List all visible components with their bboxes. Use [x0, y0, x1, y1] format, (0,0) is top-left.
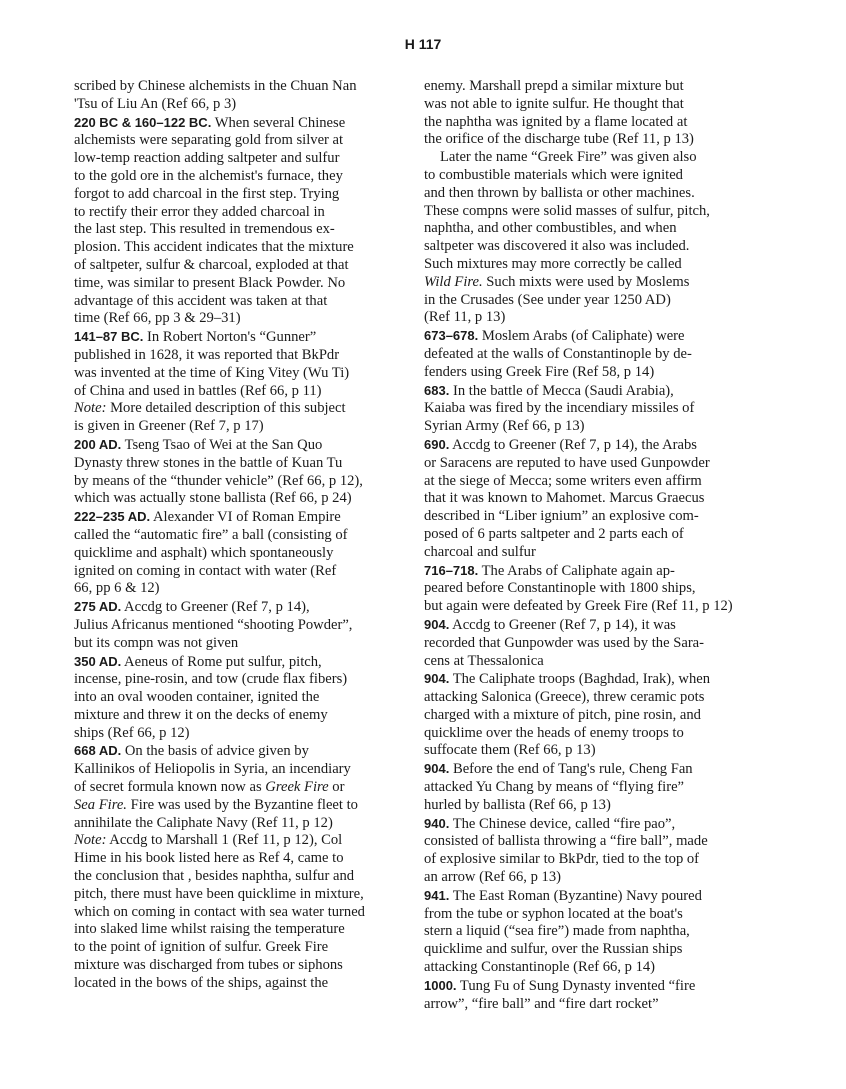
line-text: forgot to add charcoal in the first step. Trying — [74, 185, 340, 202]
line-text: fenders using Greek Fire (Ref 58, p 14) — [424, 363, 655, 380]
line-text: Tung Fu of Sung Dynasty invented “fire — [456, 977, 696, 994]
line-text: Kaiaba was fired by the incendiary missiles of — [424, 400, 695, 417]
text-line — [74, 761, 414, 779]
text-line — [74, 545, 414, 563]
text-line — [424, 941, 770, 959]
italic-term: Wild Fire. — [424, 273, 483, 290]
line-text: In the battle of Mecca (Saudi Arabia), — [449, 382, 674, 399]
line-text: of saltpeter, sulfur & charcoal, exploded at that — [74, 256, 349, 273]
text-line — [424, 689, 770, 707]
text-line — [74, 221, 414, 239]
line-text: which was actually stone ballista (Ref 66, p 24) — [74, 490, 352, 507]
line-text: of China and used in battles (Ref 66, p 11) — [74, 382, 322, 399]
line-text: enemy. Marshall prepd a similar mixture but — [424, 78, 684, 94]
line-text: was not able to ignite sulfur. He thought that — [424, 95, 684, 112]
text-line — [74, 886, 414, 904]
entry-date-heading: 222–235 AD. — [74, 509, 151, 525]
entry-date-heading: 941. — [424, 887, 450, 903]
text-line — [424, 977, 770, 996]
text-line — [74, 671, 414, 689]
line-text: mixture was discharged from tubes or siphons — [74, 957, 343, 974]
text-line — [424, 526, 770, 544]
line-text: to combustible materials which were ignited — [424, 166, 683, 183]
line-text: quicklime and asphalt) which spontaneously — [74, 544, 334, 561]
text-line — [74, 204, 414, 222]
line-text: defeated at the walls of Constantinople by de- — [424, 345, 692, 362]
line-text: attacked Yu Chang by means of “flying fire” — [424, 779, 685, 796]
line-text: the naphtha was ignited by a flame located at — [424, 113, 688, 130]
line-text: 66, pp 6 & 12) — [74, 580, 160, 597]
text-line — [424, 670, 770, 689]
line-text: quicklime over the heads of enemy troops to — [424, 724, 684, 741]
text-line — [74, 725, 414, 743]
text-line — [74, 617, 414, 635]
text-line — [74, 275, 414, 293]
text-line — [74, 939, 414, 957]
line-text: attacking Salonica (Greece), threw ceramic pots — [424, 689, 705, 706]
text-line — [424, 815, 770, 834]
text-line — [424, 887, 770, 906]
line-text: peared before Constantinople with 1800 ships, — [424, 580, 696, 597]
line-text: charcoal and sulfur — [424, 543, 536, 560]
line-text: Accdg to Greener (Ref 7, p 14), — [121, 599, 310, 616]
line-text: Syrian Army (Ref 66, p 13) — [424, 418, 585, 435]
line-text: the conclusion that , besides naphtha, sulfur and — [74, 868, 355, 885]
text-line — [424, 725, 770, 743]
line-text: to rectify their error they added charcoal in — [74, 203, 325, 220]
text-line — [74, 400, 414, 418]
line-text: Aeneus of Rome put sulfur, pitch, — [121, 653, 322, 670]
entry-date-heading: 141–87 BC. — [74, 329, 144, 345]
line-text: hurled by ballista (Ref 66, p 13) — [424, 796, 611, 813]
text-line — [424, 364, 770, 382]
text-line — [424, 473, 770, 491]
text-line — [74, 436, 414, 455]
line-text: alchemists were separating gold from silver at — [74, 132, 344, 149]
line-text: from the tube or syphon located at the boat's — [424, 905, 683, 922]
text-line — [74, 653, 414, 672]
entry-date-heading: 350 AD. — [74, 653, 122, 669]
line-text: Hime in his book listed here as Ref 4, came to — [74, 850, 344, 867]
text-line — [74, 418, 414, 436]
line-text: but again were defeated by Greek Fire (Ref 11, p 12) — [424, 598, 733, 615]
line-text: Later the name “Greek Fire” was given also — [440, 149, 697, 166]
line-text: Moslem Arabs (of Caliphate) were — [478, 328, 685, 345]
line-text: which on coming in contact with sea water turned — [74, 903, 365, 920]
text-line — [424, 382, 770, 401]
text-line — [424, 185, 770, 203]
entry-date-heading: 940. — [424, 815, 450, 831]
text-line — [424, 436, 770, 455]
line-text: When several Chinese — [211, 114, 346, 131]
line-text: naphtha, and other combustibles, and when — [424, 220, 677, 237]
line-text: Accdg to Greener (Ref 7, p 14), the Arabs — [449, 436, 697, 453]
text-line — [74, 239, 414, 257]
line-text: ships (Ref 66, p 12) — [74, 724, 190, 741]
line-text: saltpeter was discovered it also was included. — [424, 238, 690, 255]
line-text: posed of 6 parts saltpeter and 2 parts each of — [424, 525, 684, 542]
text-line — [74, 797, 414, 815]
line-text: time, was similar to present Black Powder. No — [74, 274, 346, 291]
line-text: mixture and threw it on the decks of enemy — [74, 706, 328, 723]
line-text: Accdg to Greener (Ref 7, p 14), it was — [449, 616, 676, 633]
line-text: to the point of ignition of sulfur. Greek Fire — [74, 939, 329, 956]
line-text: the orifice of the discharge tube (Ref 11, p 13) — [424, 131, 694, 148]
line-text: stern a liquid (“sea fire”) made from naphtha, — [424, 923, 690, 940]
text-line — [74, 563, 414, 581]
line-text: by means of the “thunder vehicle” (Ref 66, p 12), — [74, 472, 363, 489]
text-line — [74, 975, 414, 993]
text-line — [424, 131, 770, 149]
line-text: More detailed description of this subject — [106, 400, 346, 417]
line-text: Such mixtures may more correctly be called — [424, 255, 682, 272]
line-text: The Arabs of Caliphate again ap- — [478, 562, 675, 579]
text-line — [74, 150, 414, 168]
line-text: consisted of ballista throwing a “fire ball”, made — [424, 833, 708, 850]
text-line — [424, 653, 770, 671]
line-text: Such mixts were used by Moslems — [482, 273, 690, 290]
text-line — [424, 869, 770, 887]
text-line — [424, 797, 770, 815]
line-text: or Saracens are reputed to have used Gunpowder — [424, 454, 710, 471]
text-line — [74, 689, 414, 707]
line-text: published in 1628, it was reported that BkPdr — [74, 346, 340, 363]
text-line — [74, 383, 414, 401]
line-text: (Ref 11, p 13) — [424, 309, 506, 326]
line-text: and then thrown by ballista or other machines. — [424, 184, 695, 201]
text-line — [74, 580, 414, 598]
line-text: but its compn was not given — [74, 634, 239, 651]
entry-date-heading: 904. — [424, 616, 450, 632]
line-text: Alexander VI of Roman Empire — [150, 509, 341, 526]
line-text: suffocate them (Ref 66, p 13) — [424, 742, 596, 759]
text-line — [74, 168, 414, 186]
text-line — [424, 923, 770, 941]
text-line — [424, 256, 770, 274]
text-line — [424, 508, 770, 526]
page-number: H 117 — [404, 36, 442, 52]
line-text: of secret formula known now as — [74, 779, 266, 796]
text-line — [424, 149, 770, 167]
line-text: into an oval wooden container, ignited the — [74, 689, 320, 706]
text-line — [74, 904, 414, 922]
line-text: pitch, there must have been quicklime in mixture, — [74, 885, 364, 902]
line-text: incense, pine-rosin, and tow (crude flax fibers) — [74, 671, 348, 688]
line-text: the last step. This resulted in tremendous ex- — [74, 221, 335, 238]
line-text: of explosive similar to BkPdr, tied to the top of — [424, 851, 700, 868]
line-text: low-temp reaction adding saltpeter and sulfur — [74, 150, 340, 167]
italic-term: Note: — [74, 400, 107, 417]
left-text-column — [74, 78, 414, 993]
line-text: Kallinikos of Heliopolis in Syria, an incendiary — [74, 761, 351, 778]
entry-date-heading: 716–718. — [424, 562, 479, 578]
text-line — [74, 527, 414, 545]
text-line — [74, 508, 414, 527]
text-line — [424, 742, 770, 760]
entry-date-heading: 683. — [424, 382, 450, 398]
text-line — [424, 78, 770, 96]
line-text: Tseng Tsao of Wei at the San Quo — [121, 436, 323, 453]
line-text: called the “automatic fire” a ball (consisting of — [74, 526, 348, 543]
text-line — [74, 868, 414, 886]
text-line — [424, 167, 770, 185]
line-text: located in the bows of the ships, against the — [74, 974, 329, 991]
text-line — [424, 544, 770, 562]
text-line — [424, 309, 770, 327]
line-text: ignited on coming in contact with water (Ref — [74, 562, 337, 579]
text-line — [424, 114, 770, 132]
line-text: Dynasty threw stones in the battle of Kuan Tu — [74, 454, 343, 471]
text-line — [74, 114, 414, 133]
line-text: On the basis of advice given by — [121, 743, 309, 760]
italic-term: Sea Fire. — [74, 796, 127, 813]
entry-date-heading: 904. — [424, 671, 450, 687]
line-text: that it was known to Mahomet. Marcus Graecus — [424, 490, 705, 507]
text-line — [424, 851, 770, 869]
entry-date-heading: 904. — [424, 761, 450, 777]
text-line — [74, 850, 414, 868]
line-text: time (Ref 66, pp 3 & 29–31) — [74, 310, 241, 327]
entry-date-heading: 1000. — [424, 977, 457, 993]
line-text: quicklime and sulfur, over the Russian ships — [424, 941, 683, 958]
text-line — [74, 779, 414, 797]
line-text: into slaked lime whilst raising the temperature — [74, 921, 345, 938]
text-line — [424, 346, 770, 364]
text-line — [74, 707, 414, 725]
italic-term: Note: — [74, 832, 107, 849]
italic-term: Greek Fire — [265, 779, 329, 796]
text-line — [74, 815, 414, 833]
text-line — [74, 957, 414, 975]
line-text: Before the end of Tang's rule, Cheng Fan — [449, 761, 693, 778]
text-line — [424, 906, 770, 924]
line-text: cens at Thessalonica — [424, 652, 544, 669]
line-text: annihilate the Caliphate Navy (Ref 11, p 12) — [74, 814, 333, 831]
text-line — [424, 220, 770, 238]
text-line — [424, 327, 770, 346]
text-line — [424, 274, 770, 292]
line-text: described in “Liber ignium” an explosive com- — [424, 508, 699, 525]
text-line — [424, 760, 770, 779]
text-line — [424, 562, 770, 581]
line-text: was invented at the time of King Vitey (Wu Ti) — [74, 364, 350, 381]
line-text: an arrow (Ref 66, p 13) — [424, 869, 561, 886]
text-line — [74, 742, 414, 761]
text-line — [424, 418, 770, 436]
text-line — [74, 490, 414, 508]
line-text: scribed by Chinese alchemists in the Chuan Nan — [74, 78, 357, 94]
text-line — [74, 473, 414, 491]
text-line — [424, 707, 770, 725]
line-text: in the Crusades (See under year 1250 AD) — [424, 291, 671, 308]
text-line — [74, 310, 414, 328]
text-line — [424, 833, 770, 851]
text-line — [74, 921, 414, 939]
text-line — [74, 455, 414, 473]
line-text: Accdg to Marshall 1 (Ref 11, p 12), Col — [106, 832, 343, 849]
text-line — [74, 186, 414, 204]
entry-date-heading: 220 BC & 160–122 BC. — [74, 114, 212, 130]
text-line — [424, 238, 770, 256]
line-text: to the gold ore in the alchemist's furnace, they — [74, 167, 343, 184]
line-text: These compns were solid masses of sulfur, pitch, — [424, 202, 710, 219]
entry-date-heading: 690. — [424, 436, 450, 452]
text-line — [424, 779, 770, 797]
line-text: Fire was used by the Byzantine fleet to — [126, 796, 358, 813]
text-line — [424, 490, 770, 508]
line-text: advantage of this accident was taken at that — [74, 292, 328, 309]
text-line — [424, 203, 770, 221]
line-text: In Robert Norton's “Gunner” — [143, 329, 317, 346]
entry-date-heading: 200 AD. — [74, 436, 122, 452]
line-text: 'Tsu of Liu An (Ref 66, p 3) — [74, 95, 237, 112]
text-line — [424, 959, 770, 977]
line-text: plosion. This accident indicates that the mixture — [74, 239, 354, 256]
line-text: arrow”, “fire ball” and “fire dart rocket” — [424, 995, 659, 1012]
line-text: The Chinese device, called “fire pao”, — [449, 815, 676, 832]
text-line — [424, 635, 770, 653]
text-line — [74, 257, 414, 275]
text-line — [424, 400, 770, 418]
text-line — [74, 365, 414, 383]
text-line — [424, 598, 770, 616]
text-line — [424, 996, 770, 1014]
text-line — [74, 347, 414, 365]
right-text-column — [424, 78, 770, 1013]
text-line — [74, 635, 414, 653]
text-line — [424, 580, 770, 598]
line-text: charged with a mixture of pitch, pine rosin, and — [424, 706, 701, 723]
line-text: attacking Constantinople (Ref 66, p 14) — [424, 959, 656, 976]
line-text: Julius Africanus mentioned “shooting Powder”, — [74, 616, 353, 633]
line-text: The Caliphate troops (Baghdad, Irak), when — [449, 671, 711, 688]
text-line — [74, 96, 414, 114]
text-line — [424, 292, 770, 310]
line-text: is given in Greener (Ref 7, p 17) — [74, 418, 264, 435]
line-text: recorded that Gunpowder was used by the Sara- — [424, 634, 705, 651]
line-text: The East Roman (Byzantine) Navy poured — [449, 887, 702, 904]
text-line — [74, 132, 414, 150]
line-text: at the siege of Mecca; some writers even affirm — [424, 472, 702, 489]
text-line — [424, 96, 770, 114]
line-text: or — [328, 779, 345, 796]
entry-date-heading: 668 AD. — [74, 743, 122, 759]
text-line — [74, 328, 414, 347]
text-line — [74, 293, 414, 311]
text-line — [424, 616, 770, 635]
text-line — [74, 78, 414, 96]
entry-date-heading: 275 AD. — [74, 599, 122, 615]
text-line — [74, 832, 414, 850]
text-line — [424, 455, 770, 473]
entry-date-heading: 673–678. — [424, 328, 479, 344]
text-line — [74, 598, 414, 617]
